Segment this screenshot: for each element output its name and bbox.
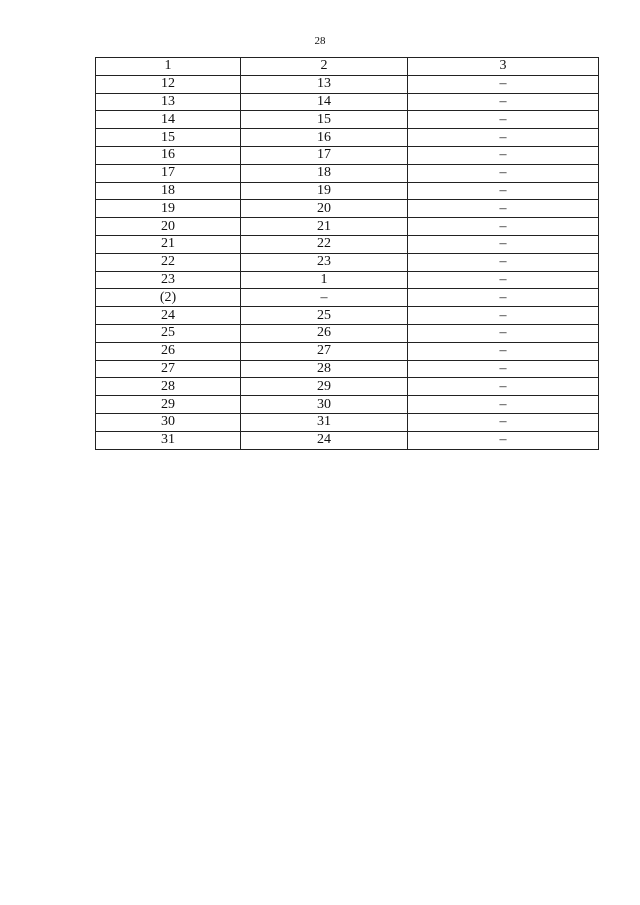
table-header: [96, 58, 599, 76]
table-cell-col-3: –: [408, 200, 599, 218]
table-cell-col-3: –: [408, 431, 599, 449]
table-row: [96, 289, 599, 307]
column-header-1: 1: [96, 58, 241, 76]
table-cell-col-2: 31: [241, 413, 408, 431]
data-table-container: [95, 57, 598, 450]
table-cell-col-2: 26: [241, 324, 408, 342]
table-cell-col-3: –: [408, 289, 599, 307]
table-row: [96, 431, 599, 449]
table-row: [96, 93, 599, 111]
table-cell-col-1: 18: [96, 182, 241, 200]
table-cell-col-1: 31: [96, 431, 241, 449]
table-cell-col-1: 14: [96, 111, 241, 129]
table-cell-col-2: 21: [241, 218, 408, 236]
table-row: [96, 235, 599, 253]
table-cell-col-1: 24: [96, 307, 241, 325]
table-cell-col-3: –: [408, 396, 599, 414]
table-cell-col-1: 29: [96, 396, 241, 414]
table-cell-col-1: 22: [96, 253, 241, 271]
table-row: [96, 182, 599, 200]
header-row: [96, 58, 599, 76]
data-table: [95, 57, 599, 450]
table-cell-col-3: –: [408, 378, 599, 396]
table-cell-col-1: 20: [96, 218, 241, 236]
table-cell-col-1: 12: [96, 75, 241, 93]
table-cell-col-2: 20: [241, 200, 408, 218]
table-row: [96, 164, 599, 182]
table-cell-col-1: 30: [96, 413, 241, 431]
table-cell-col-3: –: [408, 129, 599, 147]
table-row: [96, 360, 599, 378]
table-row: [96, 200, 599, 218]
table-cell-col-2: 29: [241, 378, 408, 396]
table-cell-col-2: –: [241, 289, 408, 307]
table-row: [96, 307, 599, 325]
table-cell-col-2: 15: [241, 111, 408, 129]
table-cell-col-3: –: [408, 307, 599, 325]
column-header-3: 3: [408, 58, 599, 76]
table-cell-col-3: –: [408, 413, 599, 431]
table-cell-col-2: 28: [241, 360, 408, 378]
table-cell-col-2: 14: [241, 93, 408, 111]
table-cell-col-2: 16: [241, 129, 408, 147]
table-cell-col-3: –: [408, 253, 599, 271]
table-cell-col-2: 18: [241, 164, 408, 182]
table-cell-col-2: 25: [241, 307, 408, 325]
table-cell-col-3: –: [408, 271, 599, 289]
table-cell-col-1: 26: [96, 342, 241, 360]
table-cell-col-2: 22: [241, 235, 408, 253]
table-cell-col-1: 15: [96, 129, 241, 147]
column-header-2: 2: [241, 58, 408, 76]
table-row: [96, 111, 599, 129]
table-cell-col-2: 17: [241, 146, 408, 164]
table-cell-col-3: –: [408, 235, 599, 253]
table-cell-col-2: 27: [241, 342, 408, 360]
table-cell-col-2: 19: [241, 182, 408, 200]
table-cell-col-1: (2): [96, 289, 241, 307]
table-cell-col-1: 16: [96, 146, 241, 164]
table-cell-col-3: –: [408, 324, 599, 342]
table-cell-col-2: 30: [241, 396, 408, 414]
table-row: [96, 396, 599, 414]
table-cell-col-3: –: [408, 164, 599, 182]
table-row: [96, 342, 599, 360]
table-row: [96, 218, 599, 236]
table-body: [96, 75, 599, 449]
table-cell-col-1: 23: [96, 271, 241, 289]
table-cell-col-1: 25: [96, 324, 241, 342]
page-number: 28: [314, 35, 326, 47]
table-cell-col-2: 1: [241, 271, 408, 289]
table-cell-col-3: –: [408, 75, 599, 93]
table-cell-col-1: 27: [96, 360, 241, 378]
table-cell-col-3: –: [408, 182, 599, 200]
table-row: [96, 378, 599, 396]
table-cell-col-3: –: [408, 146, 599, 164]
table-cell-col-2: 23: [241, 253, 408, 271]
table-cell-col-2: 13: [241, 75, 408, 93]
table-cell-col-1: 13: [96, 93, 241, 111]
table-row: [96, 129, 599, 147]
table-cell-col-1: 21: [96, 235, 241, 253]
table-cell-col-1: 17: [96, 164, 241, 182]
table-cell-col-3: –: [408, 111, 599, 129]
table-row: [96, 413, 599, 431]
table-cell-col-1: 19: [96, 200, 241, 218]
table-cell-col-1: 28: [96, 378, 241, 396]
table-row: [96, 271, 599, 289]
table-cell-col-3: –: [408, 218, 599, 236]
table-row: [96, 146, 599, 164]
table-cell-col-3: –: [408, 342, 599, 360]
table-cell-col-3: –: [408, 360, 599, 378]
table-row: [96, 253, 599, 271]
table-row: [96, 324, 599, 342]
table-cell-col-3: –: [408, 93, 599, 111]
table-row: [96, 75, 599, 93]
table-cell-col-2: 24: [241, 431, 408, 449]
